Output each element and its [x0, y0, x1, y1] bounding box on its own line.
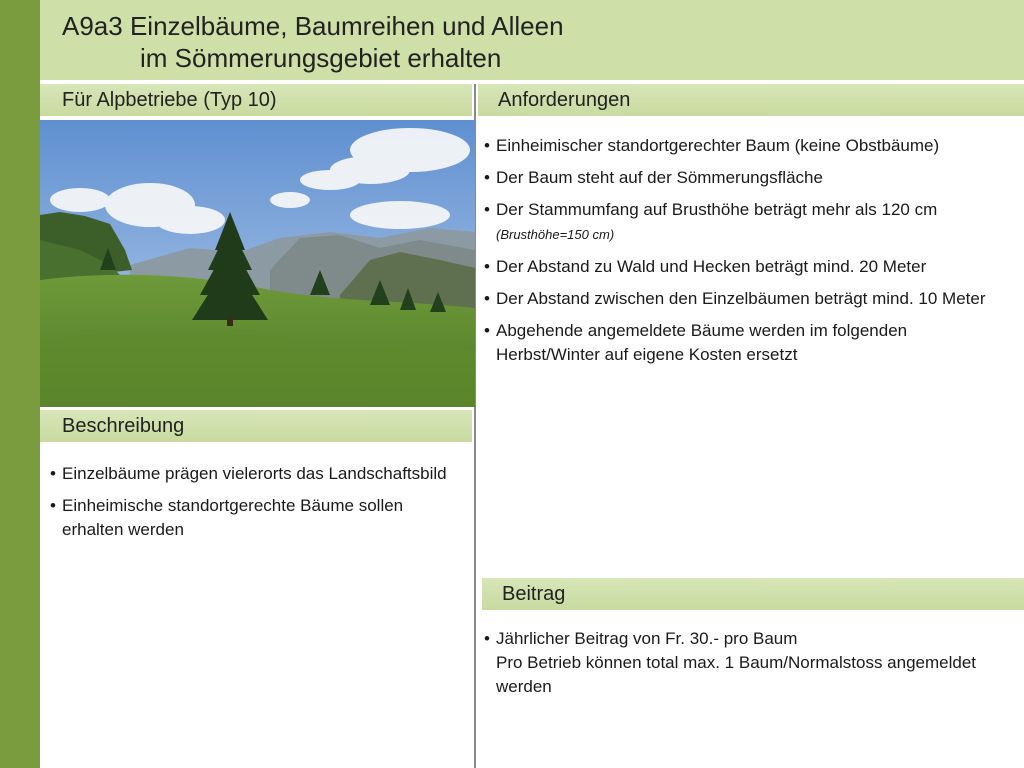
list-item: • Der Abstand zwischen den Einzelbäumen beträgt mind. 10 Meter [484, 287, 1004, 311]
list-item: • Einheimischer standortgerechter Baum (keine Obstbäume) [484, 134, 1004, 158]
list-item: • Jährlicher Beitrag von Fr. 30.- pro Baum Pro Betrieb können total max. 1 Baum/Normalstoss angemeldet werden [484, 627, 1004, 699]
title-line-1: A9a3 Einzelbäume, Baumreihen und Alleen [62, 11, 564, 41]
section-header-beitrag: Beitrag [482, 578, 1024, 610]
beitrag-list [484, 627, 1004, 707]
section-header-beschreibung: Beschreibung [40, 410, 472, 442]
list-item: • Der Stammumfang auf Brusthöhe beträgt mehr als 120 cm (Brusthöhe=150 cm) [484, 198, 1004, 247]
note-text: (Brusthöhe=150 cm) [496, 227, 615, 242]
list-item: • Einzelbäume prägen vielerorts das Landschaftsbild [50, 462, 450, 486]
beschreibung-list [50, 462, 450, 550]
section-header-alpbetriebe: Für Alpbetriebe (Typ 10) [40, 84, 472, 116]
page-title [62, 10, 564, 74]
title-line-2: im Sömmerungsgebiet erhalten [140, 43, 502, 73]
alpine-landscape-photo [40, 120, 475, 407]
list-item: • Einheimische standortgerechte Bäume sollen erhalten werden [50, 494, 450, 542]
left-accent-stripe [0, 0, 40, 768]
list-item: • Abgehende angemeldete Bäume werden im folgenden Herbst/Winter auf eigene Kosten ersetzt [484, 319, 1004, 367]
list-item: • Der Abstand zu Wald und Hecken beträgt mind. 20 Meter [484, 255, 1004, 279]
list-item: • Der Baum steht auf der Sömmerungsfläche [484, 166, 1004, 190]
anforderungen-list [484, 134, 1004, 375]
section-header-anforderungen: Anforderungen [478, 84, 1024, 116]
